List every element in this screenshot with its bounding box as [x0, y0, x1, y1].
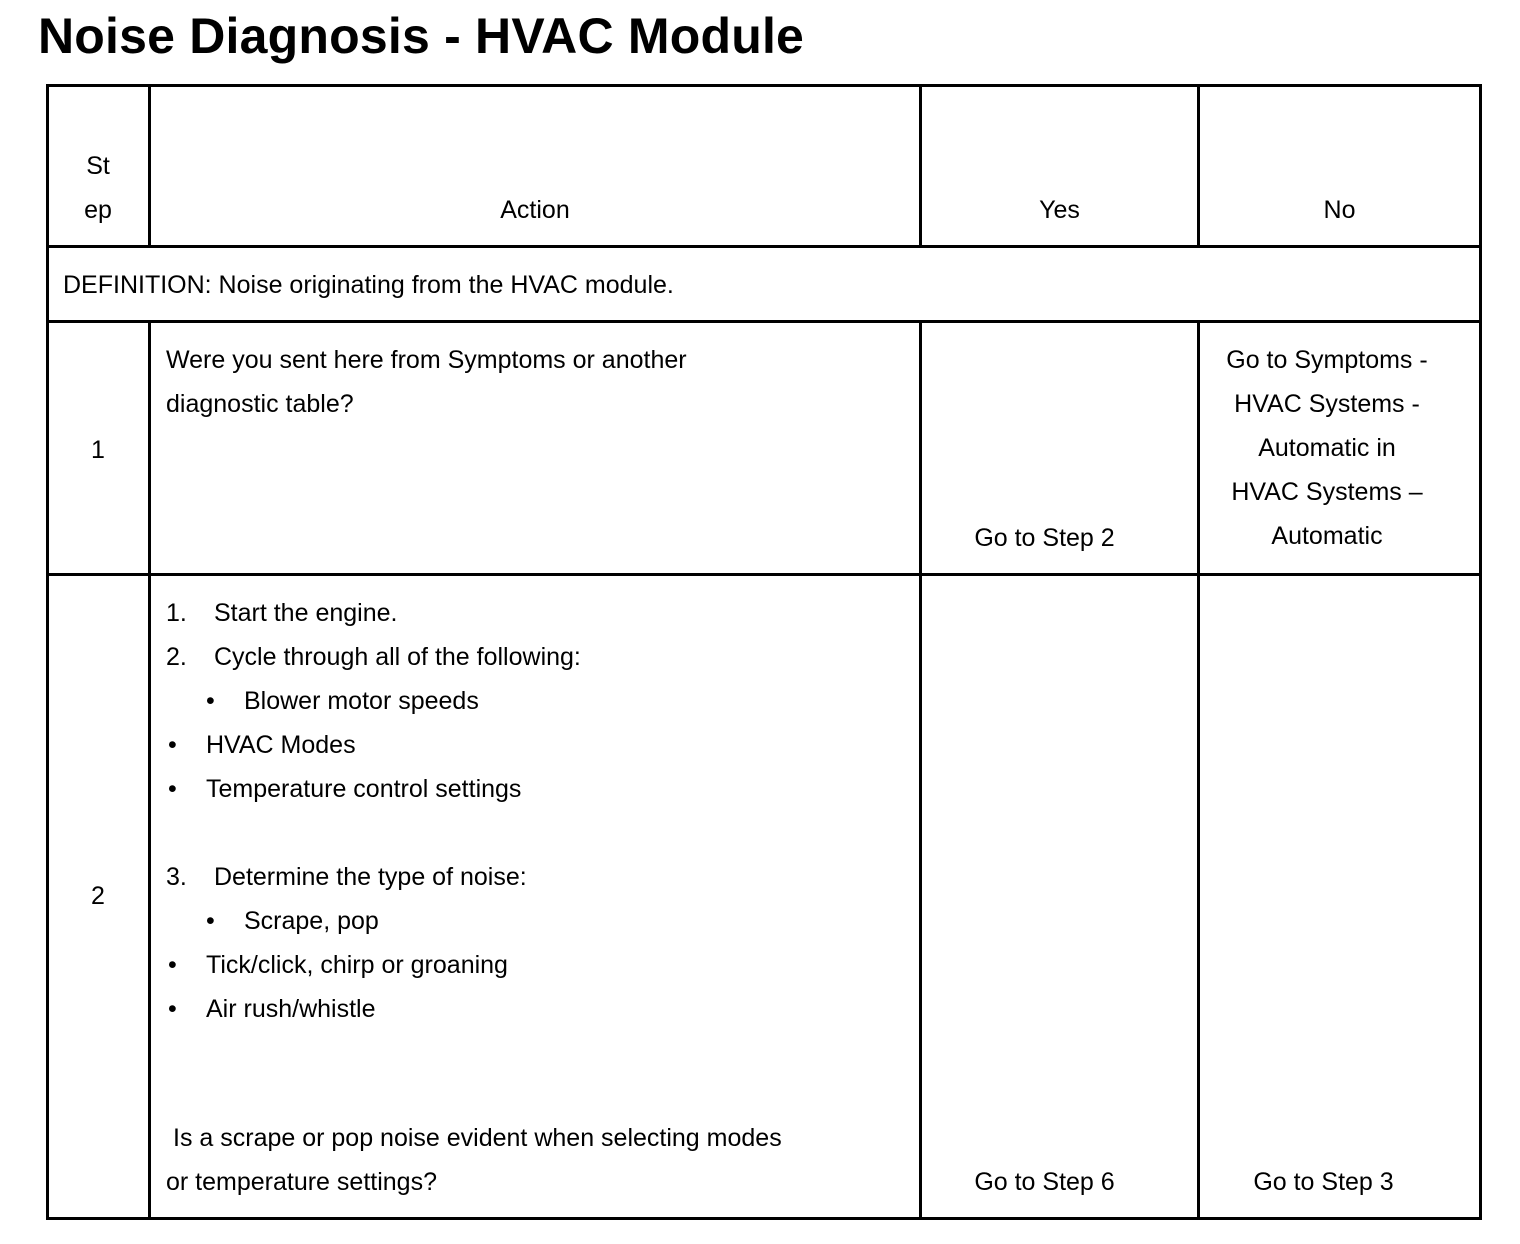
row1-no-line: HVAC Systems – — [1231, 478, 1423, 506]
list-item: • Blower motor speeds — [206, 687, 479, 715]
column-divider-action — [919, 320, 922, 1220]
table-border-bottom — [46, 1217, 1482, 1220]
header-action: Action — [500, 196, 570, 224]
list-item: 1. Start the engine. — [166, 599, 398, 627]
row2-action-subbullets-a — [206, 679, 479, 723]
row1-action-line: Were you sent here from Symptoms or another — [166, 346, 687, 374]
row1-step: 1 — [91, 436, 105, 464]
column-divider-yes — [1197, 320, 1200, 1220]
row1-no-line: Automatic in — [1258, 434, 1396, 462]
list-item: 3. Determine the type of noise: — [166, 863, 527, 891]
definition-divider — [46, 320, 1482, 323]
row1-action-line: diagnostic table? — [166, 390, 354, 418]
header-step: St ep — [84, 152, 112, 224]
row2-question — [166, 1116, 782, 1204]
column-divider-step — [148, 320, 151, 1220]
row2-yes: Go to Step 6 — [974, 1168, 1115, 1196]
row2-no: Go to Step 3 — [1253, 1168, 1394, 1196]
row2-step: 2 — [91, 882, 105, 910]
table-border-right — [1479, 84, 1482, 1220]
header-divider — [46, 245, 1482, 248]
row2-action-bullets-b — [168, 943, 508, 1031]
definition-text: DEFINITION: Noise originating from the HVAC module. — [63, 271, 674, 299]
row1-no — [1202, 338, 1452, 558]
list-item: • Temperature control settings — [168, 775, 522, 803]
table-border-top — [46, 84, 1482, 87]
list-item: • Scrape, pop — [206, 907, 379, 935]
list-item: 2. Cycle through all of the following: — [166, 643, 581, 671]
list-item: • Tick/click, chirp or groaning — [168, 951, 508, 979]
header-yes: Yes — [1039, 196, 1080, 224]
row1-yes: Go to Step 2 — [974, 524, 1115, 552]
row2-question-line: Is a scrape or pop noise evident when selecting modes — [173, 1124, 782, 1152]
list-item: • HVAC Modes — [168, 731, 356, 759]
row1-no-line: HVAC Systems - — [1234, 390, 1420, 418]
row1-action — [166, 338, 687, 426]
row2-question-line: or temperature settings? — [166, 1168, 437, 1196]
table-border-left — [46, 84, 49, 1220]
diagnosis-table — [46, 84, 1482, 1220]
row1-no-line: Automatic — [1271, 522, 1383, 550]
row1-no-line: Go to Symptoms - — [1226, 346, 1428, 374]
list-item: • Air rush/whistle — [168, 995, 376, 1023]
row2-action-steps-b — [166, 855, 527, 899]
header-no: No — [1323, 196, 1356, 224]
page-title: Noise Diagnosis - HVAC Module — [38, 8, 805, 64]
row2-action-bullets-a — [168, 723, 521, 811]
row2-action-subbullets-b — [206, 899, 379, 943]
row1-divider — [46, 573, 1482, 576]
row2-action-steps-a — [166, 591, 581, 679]
